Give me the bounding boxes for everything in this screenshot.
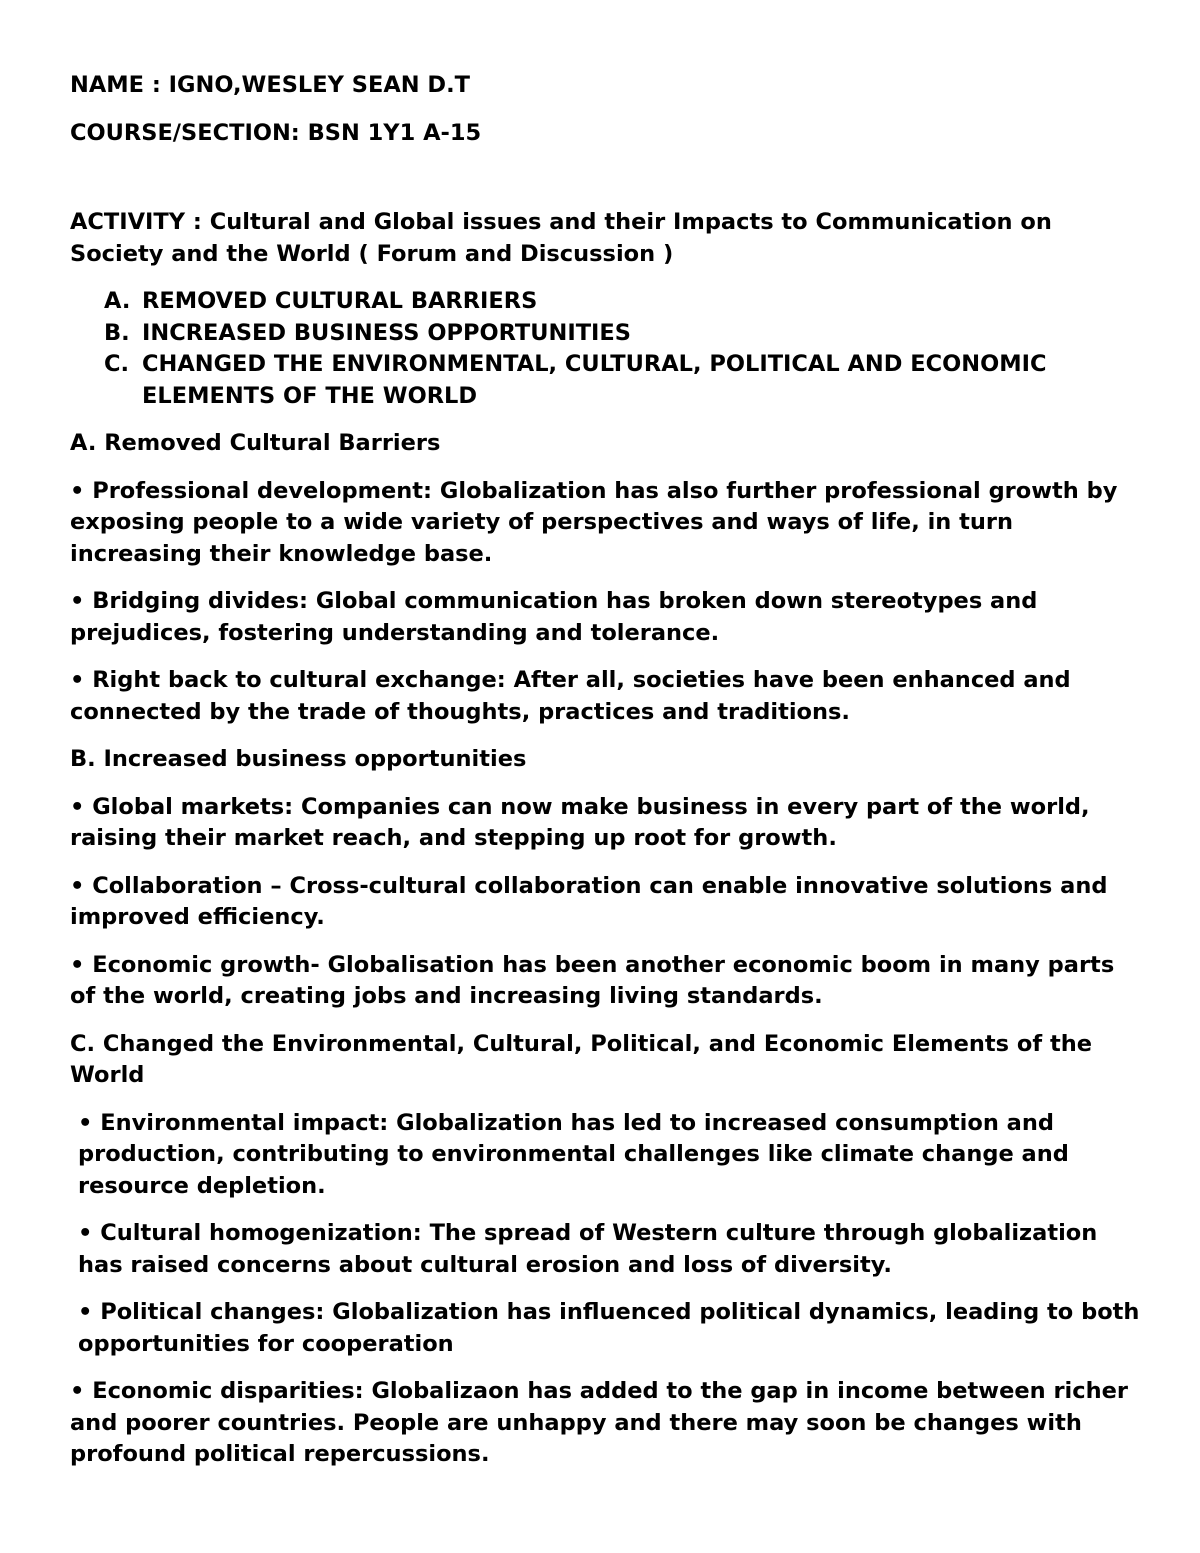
topic-item xyxy=(104,349,1140,412)
section-title: A. Removed Cultural Barriers xyxy=(70,430,441,456)
bullet-paragraph: • Right back to cultural exchange: After all, societies have been enhanced and connected by the trade of thoughts, practices and traditions. xyxy=(70,667,1071,725)
bullet-paragraph: • Collaboration – Cross-cultural collaboration can enable innovative solutions and improved efficiency. xyxy=(70,872,1108,930)
bullet-paragraph: • Bridging divides: Global communication has broken down stereotypes and prejudices, fostering understanding and tolerance. xyxy=(70,588,1038,646)
bullet-paragraph: • Cultural homogenization: The spread of Western culture through globalization has raised concerns about cultural erosion and loss of diversity. xyxy=(78,1220,1098,1278)
bullet-paragraph: • Political changes: Globalization has influenced political dynamics, leading to both opportunities for cooperation xyxy=(78,1299,1140,1357)
section-title: B. Increased business opportunities xyxy=(70,746,527,772)
topic-list xyxy=(70,286,1140,412)
topic-text: INCREASED BUSINESS OPPORTUNITIES xyxy=(142,319,632,346)
topic-text: CHANGED THE ENVIRONMENTAL, CULTURAL, POLITICAL AND ECONOMIC ELEMENTS OF THE WORLD xyxy=(142,351,1047,409)
activity-title: ACTIVITY : Cultural and Global issues and their Impacts to Communication on Society and the World ( Forum and Discussion ) xyxy=(70,209,1052,267)
bullet-paragraph: • Professional development: Globalization has also further professional growth by exposing people to a wide variety of perspectives and ways of life, in turn increasing their knowledge base. xyxy=(70,477,1118,567)
topic-text: REMOVED CULTURAL BARRIERS xyxy=(142,288,538,314)
student-name: NAME : IGNO,WESLEY SEAN D.T xyxy=(70,72,470,98)
topic-marker: B. xyxy=(104,319,130,346)
section-title: C. Changed the Environmental, Cultural, Political, and Economic Elements of the World xyxy=(70,1030,1093,1088)
course-section: COURSE/SECTION: BSN 1Y1 A-15 xyxy=(70,119,482,146)
topic-item xyxy=(104,318,1140,350)
topic-item xyxy=(104,286,1140,318)
bullet-paragraph: • Global markets: Companies can now make business in every part of the world, raising their market reach, and stepping up root for growth. xyxy=(70,793,1090,851)
bullet-paragraph: • Economic disparities: Globalizaon has added to the gap in income between richer and poorer countries. People are unhappy and there may soon be changes with profound political repercussions. xyxy=(70,1378,1128,1467)
bullet-paragraph: • Economic growth- Globalisation has been another economic boom in many parts of the world, creating jobs and increasing living standards. xyxy=(70,951,1115,1009)
topic-marker: C. xyxy=(104,351,130,377)
topic-marker: A. xyxy=(104,288,131,314)
bullet-paragraph: • Environmental impact: Globalization has led to increased consumption and production, contributing to environmental challenges like climate change and resource depletion. xyxy=(78,1109,1069,1199)
document-page xyxy=(70,70,1140,1487)
